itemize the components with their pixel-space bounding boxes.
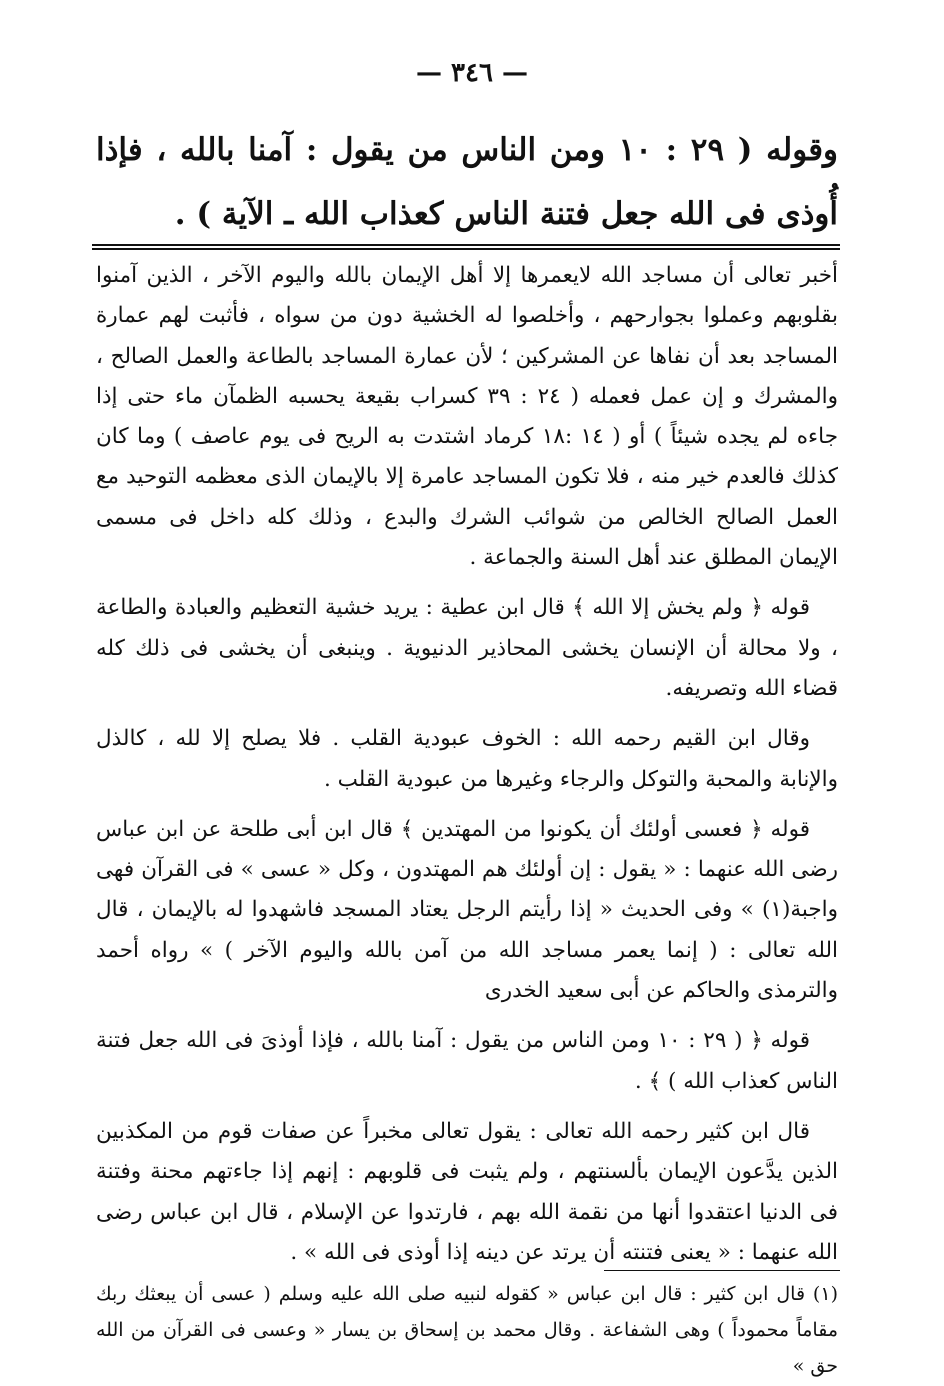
footnote-1: (١) قال ابن كثير : قال ابن عباس « كقوله لنبيه صلى الله عليه وسلم ( عسى أن يبعثك ربك مقاماً محموداً ) وهى الشفاعة . وقال محمد بن إسحاق بن يسار « وعسى فى القرآن من الله حق »: [96, 1283, 838, 1377]
footnote-rule: [604, 1270, 840, 1271]
paragraph-5: قوله ﴿ ( ٢٩ : ١٠ ومن الناس من يقول : آمنا بالله ، فإذا أوذىَ فى الله جعل فتنة الناس كعذاب الله ) ﴾ .: [96, 1028, 838, 1094]
double-rule-divider: [92, 244, 840, 250]
page-number: — ٣٤٦ —: [415, 58, 529, 88]
paragraph-2: قوله ﴿ ولم يخش إلا الله ﴾ قال ابن عطية : يريد خشية التعظيم والعبادة والطاعة ، ولا محالة أن الإنسان يخشى المحاذير الدنيوية . وينبغى أن يخشى فى ذلك كله قضاء الله وتصريفه.: [96, 595, 838, 701]
paragraph-4: قوله ﴿ فعسى أولئك أن يكونوا من المهتدين ﴾ قال ابن أبى طلحة عن ابن عباس رضى الله عنهما : « يقول : إن أولئك هم المهتدون ، وكل « عسى » فى القرآن فهى واجبة(١) » وفى الحديث « إذا رأيتم الرجل يعتاد المسجد فاشهدوا له بالإيمان ، قال الله تعالى : ( إنما يعمر مساجد الله من آمن بالله واليوم الآخر ) » رواه أحمد والترمذى والحاكم عن أبى سعيد الخدرى: [96, 816, 838, 1004]
footnotes: [96, 1276, 838, 1384]
paragraph-1: أخبر تعالى أن مساجد الله لايعمرها إلا أهل الإيمان بالله واليوم الآخر ، الذين آمنوا بقلوبهم وعملوا بجوارحهم ، وأخلصوا له الخشية دون من سواه ، فأثبت لهم عمارة المساجد بعد أن نفاها عن المشركين ؛ لأن عمارة المساجد بالطاعة والعمل الصالح ، والمشرك و إن عمل فعمله ( ٢٤ : ٣٩ كسراب بقيعة يحسبه الظمآن ماء حتى إذا جاءه لم يجده شيئاً ) أو ( ١٤ :١٨ كرماد اشتدت به الريح فى يوم عاصف ) وما كان كذلك فالعدم خير منه ، فلا تكون المساجد عامرة إلا بالإيمان الذى معظمه التوحيد مع العمل الصالح الخالص من شوائب الشرك والبدع ، وذلك كله داخل فى مسمى الإيمان المطلق عند أهل السنة والجماعة .: [96, 263, 839, 571]
body-text: [96, 256, 838, 1283]
section-heading: [96, 118, 838, 246]
heading-text: وقوله ( ٢٩ : ١٠ ومن الناس من يقول : آمنا بالله ، فإذا أُوذى فى الله جعل فتنة الناس كعذاب الله ـ الآية ) .: [96, 132, 839, 232]
paragraph-3: وقال ابن القيم رحمه الله : الخوف عبودية القلب . فلا يصلح إلا لله ، كالذل والإنابة والمحبة والتوكل والرجاء وغيرها من عبودية القلب .: [96, 726, 838, 792]
paragraph-6: قال ابن كثير رحمه الله تعالى : يقول تعالى مخبراً عن صفات قوم من المكذبين الذين يدَّعون الإيمان بألسنتهم ، ولم يثبت فى قلوبهم : إنهم إذا جاءتهم محنة وفتنة فى الدنيا اعتقدوا أنها من نقمة الله بهم ، فارتدوا عن الإسلام ، قال ابن عباس رضى الله عنهما : « يعنى فتنته أن يرتد عن دينه إذا أوذى فى الله » .: [96, 1118, 838, 1265]
